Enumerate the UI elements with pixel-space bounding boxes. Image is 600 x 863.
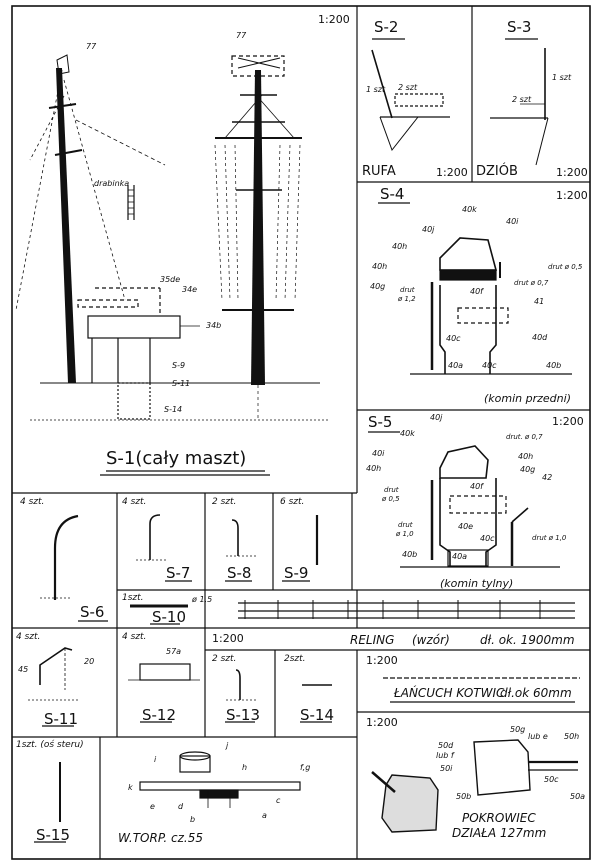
callout-77-left: 77 (86, 42, 97, 51)
callout-35de: 35de (160, 275, 181, 284)
s3-scale: 1:200 (556, 166, 588, 179)
s14-ref: S-14 (300, 706, 335, 724)
torp-title: W.TORP. cz.55 (118, 831, 204, 845)
s10-qty: 1szt. (122, 593, 144, 603)
pok-lube: lub e (528, 732, 548, 741)
s10-ref: S-10 (152, 608, 187, 626)
s5-drut-b-2: ø 1,0 (396, 530, 414, 538)
torp-j: j (226, 741, 229, 750)
torp-k: k (128, 783, 133, 792)
s14-qty: 2szt. (284, 654, 306, 664)
callout-34e: 34e (182, 285, 198, 294)
torp-d: d (178, 802, 184, 811)
pok-50a: 50a (570, 792, 586, 801)
s5-40j: 40j (430, 413, 443, 422)
s4-40c-2: 40c (482, 361, 497, 370)
s5-drut-a-1: drut (384, 486, 399, 494)
s5-40f: 40f (470, 482, 483, 491)
callout-drabinka: drabinka (94, 179, 130, 188)
s5-drut-10: drut ø 1,0 (532, 534, 567, 542)
torp-a: a (262, 811, 267, 820)
pok-50h: 50h (564, 732, 580, 741)
s4-40h-1: 40h (392, 242, 408, 251)
s1-title: S-1(cały maszt) (106, 448, 247, 469)
s4-ref: S-4 (380, 185, 405, 203)
s5-40h-2: 40h (518, 452, 534, 461)
s11-ref: S-11 (44, 710, 79, 728)
s12-57a: 57a (166, 647, 182, 656)
s9-qty: 6 szt. (280, 497, 305, 507)
s5-40h-1: 40h (366, 464, 382, 473)
pokrowiec-title-2: DZIAŁA 127mm (452, 826, 547, 840)
callout-77-right: 77 (236, 31, 247, 40)
s5-40k: 40k (400, 429, 415, 438)
s4-drut-12-b: ø 1,2 (398, 295, 416, 303)
s5-40b: 40b (402, 550, 418, 559)
s13-ref: S-13 (226, 706, 261, 724)
scale-reling: 1:200 (212, 632, 244, 645)
s5-ref: S-5 (368, 413, 393, 431)
scale-pokrowiec: 1:200 (366, 716, 398, 729)
pok-50c: 50c (544, 775, 559, 784)
s5-40a: 40a (452, 552, 468, 561)
lancuch-length: dł.ok 60mm (500, 686, 572, 700)
scale-s4: 1:200 (556, 189, 588, 202)
pok-50d: 50d (438, 741, 454, 750)
s4-caption: (komin przedni) (484, 392, 571, 405)
reling-sub: (wzór) (412, 633, 450, 647)
s4-40c-1: 40c (446, 334, 461, 343)
s4-40h-2: 40h (372, 262, 388, 271)
s12-qty: 4 szt. (122, 632, 147, 642)
pok-50b: 50b (456, 792, 472, 801)
scale-lancuch: 1:200 (366, 654, 398, 667)
s2-label: RUFA (362, 164, 396, 179)
torp-i: i (154, 755, 157, 764)
callout-s11: S-11 (172, 379, 191, 388)
s5-40c: 40c (480, 534, 495, 543)
s5-40g: 40g (520, 465, 536, 474)
s4-40j: 40j (422, 225, 435, 234)
s5-40e: 40e (458, 522, 474, 531)
s2-scale: 1:200 (436, 166, 468, 179)
torp-c: c (276, 796, 281, 805)
pok-lubf: lub f (436, 751, 454, 760)
s4-40i: 40i (506, 217, 519, 226)
s3-qty-1: 1 szt (552, 73, 572, 82)
s5-drut-07: drut. ø 0,7 (506, 433, 543, 441)
s2-qty-1: 1 szt (366, 85, 386, 94)
torp-b: b (190, 815, 196, 824)
reling-length: dł. ok. 1900mm (480, 633, 575, 647)
lancuch-title: ŁAŃCUCH KOTWIC (394, 686, 505, 700)
s5-40i: 40i (372, 449, 385, 458)
s11-qty: 4 szt. (16, 632, 41, 642)
s13-qty: 2 szt. (212, 654, 237, 664)
s9-ref: S-9 (284, 564, 309, 582)
pok-50i: 50i (440, 764, 453, 773)
s5-42: 42 (542, 473, 553, 482)
s2-qty-2: 2 szt (398, 83, 418, 92)
s5-caption: (komin tylny) (440, 577, 514, 590)
s5-drut-b-1: drut (398, 521, 413, 529)
s4-40f: 40f (470, 287, 483, 296)
s3-ref: S-3 (507, 18, 532, 36)
s6-qty: 4 szt. (20, 497, 45, 507)
s15-ref: S-15 (36, 826, 71, 844)
s4-40b: 40b (546, 361, 562, 370)
s15-qty: 1szt. (oś steru) (16, 740, 84, 750)
torp-h: h (242, 763, 248, 772)
reling-title: RELING (350, 633, 395, 647)
scale-s5: 1:200 (552, 415, 584, 428)
s12-ref: S-12 (142, 706, 177, 724)
s4-drut-07: drut ø 0,7 (514, 279, 549, 287)
s4-40k: 40k (462, 205, 477, 214)
callout-s9: S-9 (172, 361, 186, 370)
torp-e: e (150, 802, 155, 811)
callout-s14: S-14 (164, 405, 183, 414)
s4-40g: 40g (370, 282, 386, 291)
s4-drut-12-a: drut (400, 286, 415, 294)
torp-fg: f,g (300, 763, 311, 772)
s5-drut-a-2: ø 0,5 (382, 495, 400, 503)
s8-qty: 2 szt. (212, 497, 237, 507)
s4-drut-05: drut ø 0,5 (548, 263, 583, 271)
s6-ref: S-6 (80, 603, 105, 621)
scale-s1: 1:200 (318, 13, 350, 26)
s11-20: 20 (84, 657, 95, 666)
s2-ref: S-2 (374, 18, 399, 36)
s4-41: 41 (534, 297, 545, 306)
s4-40a: 40a (448, 361, 464, 370)
s7-ref: S-7 (166, 564, 191, 582)
s4-40d: 40d (532, 333, 548, 342)
s7-qty: 4 szt. (122, 497, 147, 507)
pok-50g: 50g (510, 725, 526, 734)
s3-label: DZIÓB (476, 164, 518, 179)
pokrowiec-title-1: POKROWIEC (462, 811, 536, 825)
s3-qty-2: 2 szt (512, 95, 532, 104)
s8-ref: S-8 (227, 564, 252, 582)
s10-dim: ø 1,5 (192, 595, 213, 604)
s11-45: 45 (18, 665, 29, 674)
callout-34b: 34b (206, 321, 222, 330)
